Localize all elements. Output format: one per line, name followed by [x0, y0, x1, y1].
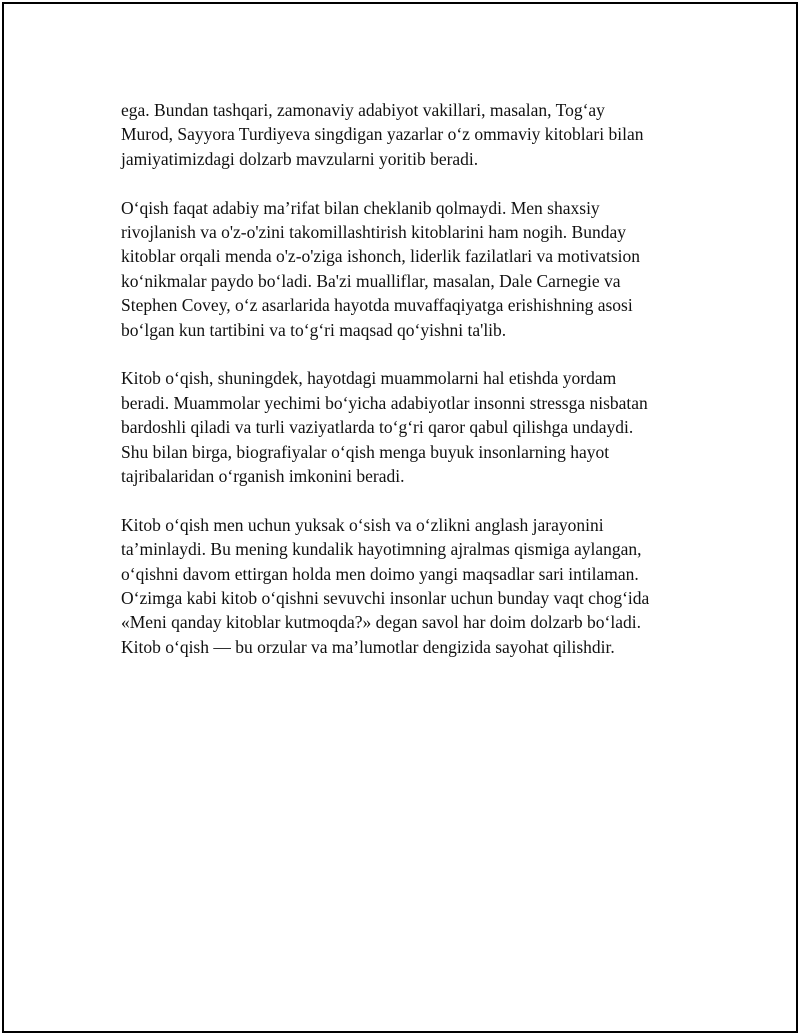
paragraph-line: ko‘nikmalar paydo bo‘ladi. Ba'zi mualliflar, masalan, Dale Carnegie va	[121, 270, 621, 291]
paragraph-line: Kitob o‘qish — bu orzular va ma’lumotlar dengizida sayohat qilishdir.	[121, 636, 615, 657]
paragraph-line: Murod, Sayyora Turdiyeva singdigan yazarlar o‘z ommaviy kitoblari bilan	[121, 124, 644, 145]
paragraph-line: Kitob o‘qish, shuningdek, hayotdagi muammolarni hal etishda yordam	[121, 368, 617, 389]
paragraph-line: bardoshli qiladi va turli vaziyatlarda to‘g‘ri qaror qabul qilishga undaydi.	[121, 417, 634, 438]
paragraph-line: ega. Bundan tashqari, zamonaviy adabiyot vakillari, masalan, Tog‘ay	[121, 100, 605, 120]
document-page	[2, 2, 798, 1033]
paragraph-line: ta’minlaydi. Bu mening kundalik hayotimning ajralmas qismiga aylangan,	[121, 539, 642, 560]
document-body	[121, 98, 681, 684]
paragraph-4	[121, 513, 681, 659]
paragraph-line: rivojlanish va o'z-o'zini takomillashtirish kitoblarini ham nogih. Bunday	[121, 222, 626, 243]
paragraph-2	[121, 196, 681, 342]
paragraph-line: Kitob o‘qish men uchun yuksak o‘sish va o‘zlikni anglash jarayonini	[121, 514, 604, 535]
paragraph-line: beradi. Muammolar yechimi bo‘yicha adabiyotlar insonni stressga nisbatan	[121, 392, 648, 413]
paragraph-1	[121, 98, 681, 171]
paragraph-line: tajribalaridan o‘rganish imkonini beradi.	[121, 466, 405, 487]
paragraph-line: bo‘lgan kun tartibini va to‘g‘ri maqsad qo‘yishni ta'lib.	[121, 319, 507, 340]
paragraph-line: O‘zimga kabi kitob o‘qishni sevuvchi insonlar uchun bunday vaqt chog‘ida	[121, 588, 650, 609]
paragraph-line: jamiyatimizdagi dolzarb mavzularni yoritib beradi.	[121, 148, 479, 169]
paragraph-line: «Meni qanday kitoblar kutmoqda?» degan savol har doim dolzarb bo‘ladi.	[121, 612, 642, 633]
paragraph-line: O‘qish faqat adabiy ma’rifat bilan cheklanib qolmaydi. Men shaxsiy	[121, 197, 600, 218]
paragraph-line: Shu bilan birga, biografiyalar o‘qish menga buyuk insonlarning hayot	[121, 441, 610, 462]
paragraph-line: o‘qishni davom ettirgan holda men doimo yangi maqsadlar sari intilaman.	[121, 563, 639, 584]
paragraph-3	[121, 366, 681, 488]
paragraph-line: kitoblar orqali menda o'z-o'ziga ishonch, liderlik fazilatlari va motivatsion	[121, 246, 640, 267]
paragraph-line: Stephen Covey, o‘z asarlarida hayotda muvaffaqiyatga erishishning asosi	[121, 295, 633, 316]
